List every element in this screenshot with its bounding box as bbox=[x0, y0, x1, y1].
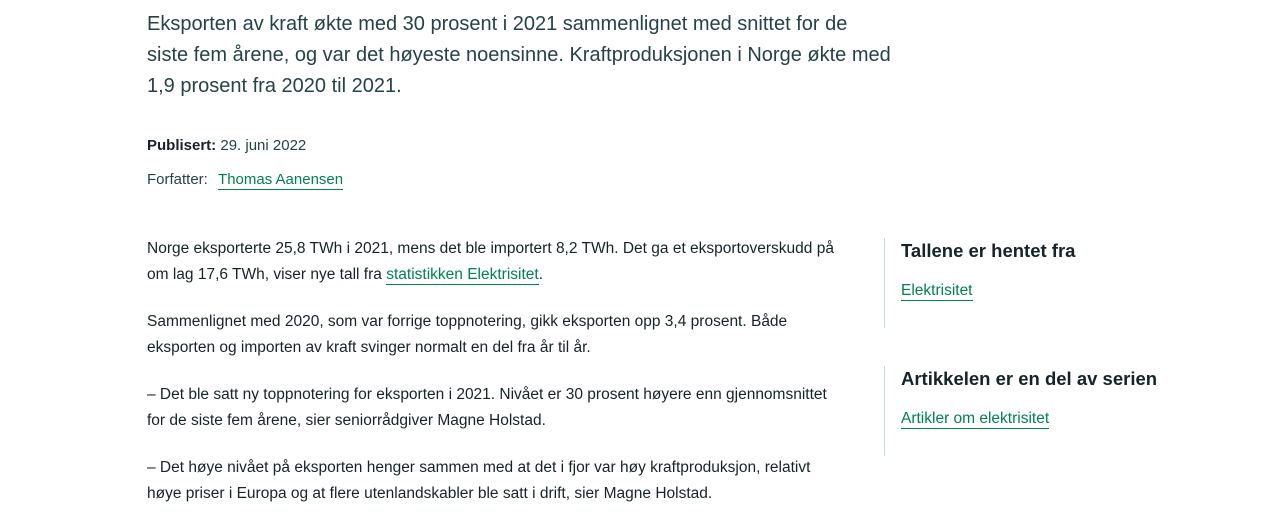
series-box-title: Artikkelen er en del av serien bbox=[901, 368, 1158, 389]
article-body bbox=[147, 236, 847, 528]
series-box bbox=[884, 366, 1201, 456]
published-label: Publisert: bbox=[147, 137, 217, 154]
series-link[interactable]: Artikler om elektrisitet bbox=[901, 410, 1050, 427]
body-paragraph: – Det ble satt ny toppnotering for eksporten i 2021. Nivået er 30 prosent høyere enn gjennomsnittet for de siste fem årene, sier seniorrådgiver Magne Holstad. bbox=[147, 386, 827, 429]
source-link[interactable]: Elektrisitet bbox=[901, 282, 973, 299]
source-box-title: Tallene er hentet fra bbox=[901, 240, 1076, 261]
author-link[interactable]: Thomas Aanensen bbox=[218, 171, 344, 188]
body-paragraph-text: Norge eksporterte 25,8 TWh i 2021, mens det ble importert 8,2 TWh. Det ga et eksportoverskudd på om lag 17,6 TWh, viser nye tall fra bbox=[147, 240, 834, 283]
author-label: Forfatter: bbox=[147, 171, 208, 188]
body-paragraph: Sammenlignet med 2020, som var forrige toppnotering, gikk eksporten opp 3,4 prosent. Både eksporten og importen av kraft svinger normalt en del fra år til år. bbox=[147, 313, 788, 356]
source-box bbox=[884, 238, 1201, 328]
published-info bbox=[147, 136, 306, 156]
statistics-link[interactable]: statistikken Elektrisitet bbox=[386, 266, 539, 283]
published-date: 29. juni 2022 bbox=[220, 137, 307, 154]
body-paragraph bbox=[147, 236, 847, 288]
author-info bbox=[147, 170, 343, 190]
article-ingress: Eksporten av kraft økte med 30 prosent i 2021 sammenlignet med snittet for de siste fem årene, og var det høyeste noensinne. Kraftproduksjonen i Norge økte med 1,9 prosent fra 2020 til 2021. bbox=[147, 13, 891, 97]
body-paragraph-end: . bbox=[538, 266, 543, 283]
body-paragraph: – Det høye nivået på eksporten henger sammen med at det i fjor var høy kraftproduksjon, relativt høye priser i Europa og at flere utenlandskabler ble satt i drift, sier Magne Holstad. bbox=[147, 459, 811, 502]
